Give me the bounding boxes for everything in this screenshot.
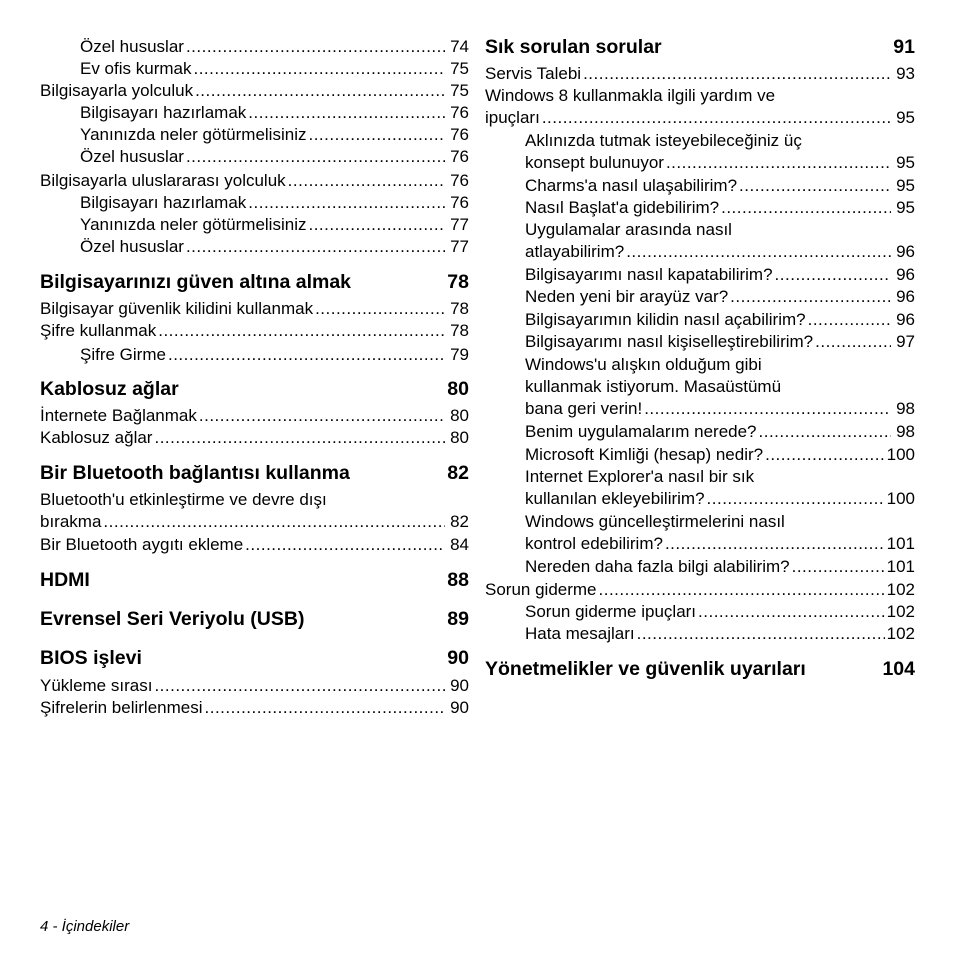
toc-page-number: 76 xyxy=(450,125,469,144)
toc-dot-leader xyxy=(707,488,885,510)
toc-page-number: 76 xyxy=(450,147,469,166)
toc-page-number: 100 xyxy=(886,489,915,508)
toc-entry xyxy=(525,466,915,510)
toc-entry-title: Bilgisayarı hazırlamak xyxy=(80,103,247,122)
toc-page-number: 95 xyxy=(896,108,915,127)
toc-section-heading xyxy=(40,607,469,631)
toc-page-number: 91 xyxy=(893,36,915,58)
toc-dot-leader xyxy=(308,214,445,236)
toc-entry-title: Bilgisayarı hazırlamak xyxy=(80,193,247,212)
toc-entry-title: bırakma xyxy=(40,512,102,531)
toc-entry-title: Özel hususlar xyxy=(80,237,184,256)
toc-page-number: 78 xyxy=(450,299,469,318)
toc-entry-title: Şifre Girme xyxy=(80,345,166,364)
toc-entry-title: Nereden daha fazla bilgi alabilirim? xyxy=(525,557,790,576)
toc-dot-leader xyxy=(248,102,445,124)
toc-entry-title: konsept bulunuyor xyxy=(525,153,664,172)
toc-entry-title-line: Aklınızda tutmak isteyebileceğiniz üç xyxy=(525,131,802,150)
toc-entry xyxy=(40,534,469,556)
toc-dot-leader xyxy=(599,579,885,601)
toc-dot-leader xyxy=(186,146,445,168)
toc-entry xyxy=(40,320,469,342)
toc-page-number: 84 xyxy=(450,535,469,554)
toc-page-number: 82 xyxy=(447,462,469,484)
toc-entry xyxy=(80,102,469,124)
toc-page-number: 80 xyxy=(450,406,469,425)
toc-dot-leader xyxy=(542,107,891,129)
toc-page-number: 101 xyxy=(886,557,915,576)
toc-page-number: 96 xyxy=(896,310,915,329)
toc-entry-title: Servis Talebi xyxy=(485,64,582,83)
toc-entry-title-line: Bluetooth'u etkinleştirme ve devre dışı xyxy=(40,490,327,509)
toc-page-number: 76 xyxy=(450,103,469,122)
toc-entry-title: ipuçları xyxy=(485,108,540,127)
toc-entry-title: Hata mesajları xyxy=(525,624,635,643)
toc-page-number: 90 xyxy=(450,676,469,695)
toc-entry xyxy=(485,63,915,85)
toc-entry xyxy=(525,331,915,353)
toc-entry xyxy=(525,421,915,443)
toc-entry xyxy=(525,286,915,308)
toc-page-number: 75 xyxy=(450,81,469,100)
toc-entry xyxy=(525,601,915,623)
toc-dot-leader xyxy=(193,58,445,80)
toc-entry-title: HDMI xyxy=(40,569,90,591)
toc-entry-title: Evrensel Seri Veriyolu (USB) xyxy=(40,608,305,630)
toc-entry-title-line: Internet Explorer'a nasıl bir sık xyxy=(525,467,755,486)
toc-entry-title: Kablosuz ağlar xyxy=(40,378,179,400)
toc-entry-title: Kablosuz ağlar xyxy=(40,428,153,447)
toc-entry xyxy=(525,309,915,331)
toc-page-number: 96 xyxy=(896,287,915,306)
toc-dot-leader xyxy=(792,556,885,578)
toc-entry-title-line: Windows 8 kullanmakla ilgili yardım ve xyxy=(485,86,776,105)
toc-dot-leader xyxy=(808,309,891,331)
toc-entry-title: atlayabilirim? xyxy=(525,242,625,261)
toc-page-number: 75 xyxy=(450,59,469,78)
toc-entry-title: Yükleme sırası xyxy=(40,676,153,695)
toc-entry xyxy=(40,80,469,102)
toc-entry xyxy=(80,36,469,58)
toc-section-heading xyxy=(40,461,469,485)
toc-dot-leader xyxy=(308,124,445,146)
toc-page-number: 80 xyxy=(447,378,469,400)
toc-entry-title: Şifrelerin belirlenmesi xyxy=(40,698,203,717)
toc-dot-leader xyxy=(158,320,445,342)
toc-entry-title: Neden yeni bir arayüz var? xyxy=(525,287,729,306)
toc-page-number: 74 xyxy=(450,37,469,56)
toc-page-number: 98 xyxy=(896,399,915,418)
toc-dot-leader xyxy=(730,286,891,308)
toc-dot-leader xyxy=(168,344,445,366)
toc-entry xyxy=(40,697,469,719)
toc-dot-leader xyxy=(288,170,445,192)
toc-entry xyxy=(525,511,915,555)
toc-section-heading xyxy=(485,657,915,681)
toc-entry xyxy=(525,444,915,466)
toc-page-number: 78 xyxy=(447,271,469,293)
toc-entry-title-line: Uygulamalar arasında nasıl xyxy=(525,220,732,239)
toc-entry-title: Bilgisayarla yolculuk xyxy=(40,81,194,100)
toc-page-number: 76 xyxy=(450,193,469,212)
toc-entry xyxy=(40,427,469,449)
toc-entry xyxy=(80,146,469,168)
toc-page-number: 96 xyxy=(896,242,915,261)
toc-page-number: 80 xyxy=(450,428,469,447)
toc-dot-leader xyxy=(739,175,891,197)
toc-entry xyxy=(40,675,469,697)
toc-page-number: 104 xyxy=(882,658,915,680)
toc-dot-leader xyxy=(637,623,885,645)
toc-section-heading xyxy=(40,377,469,401)
toc-dot-leader xyxy=(245,534,445,556)
toc-page-number: 88 xyxy=(447,569,469,591)
toc-entry xyxy=(80,214,469,236)
toc-entry-title: kontrol edebilirim? xyxy=(525,534,663,553)
toc-entry-title: Özel hususlar xyxy=(80,147,184,166)
toc-entry xyxy=(40,298,469,320)
toc-entry xyxy=(525,130,915,174)
toc-entry-title: Sorun giderme ipuçları xyxy=(525,602,697,621)
toc-dot-leader xyxy=(626,241,891,263)
toc-entry-title: Benim uygulamalarım nerede? xyxy=(525,422,757,441)
toc-dot-leader xyxy=(665,533,885,555)
toc-entry xyxy=(525,623,915,645)
toc-entry-title: kullanılan ekleyebilirim? xyxy=(525,489,705,508)
toc-page-number: 101 xyxy=(886,534,915,553)
toc-section-heading xyxy=(40,568,469,592)
toc-entry-title-line: kullanmak istiyorum. Masaüstümü xyxy=(525,377,782,396)
toc-dot-leader xyxy=(186,236,445,258)
toc-page-number: 76 xyxy=(450,171,469,190)
toc-page-number: 97 xyxy=(896,332,915,351)
toc-entry-title: Yanınızda neler götürmelisiniz xyxy=(80,125,307,144)
toc-page-number: 77 xyxy=(450,237,469,256)
toc-dot-leader xyxy=(583,63,891,85)
toc-entry-title: Ev ofis kurmak xyxy=(80,59,192,78)
toc-page-number: 77 xyxy=(450,215,469,234)
toc-entry-title: Bir Bluetooth bağlantısı kullanma xyxy=(40,462,350,484)
toc-dot-leader xyxy=(205,697,445,719)
toc-entry-title: Bilgisayarımı nasıl kapatabilirim? xyxy=(525,265,773,284)
toc-dot-leader xyxy=(775,264,891,286)
toc-entry-title: Bilgisayarımın kilidin nasıl açabilirim? xyxy=(525,310,806,329)
toc-entry xyxy=(485,85,915,129)
toc-dot-leader xyxy=(644,398,891,420)
toc-section-heading xyxy=(40,646,469,670)
toc-page-number: 90 xyxy=(450,698,469,717)
toc-dot-leader xyxy=(248,192,445,214)
toc-dot-leader xyxy=(186,36,445,58)
toc-page-number: 90 xyxy=(447,647,469,669)
toc-dot-leader xyxy=(103,511,445,533)
toc-entry-title: Nasıl Başlat'a gidebilirim? xyxy=(525,198,720,217)
toc-entry-title: Yönetmelikler ve güvenlik uyarıları xyxy=(485,658,806,680)
toc-entry xyxy=(525,556,915,578)
toc-dot-leader xyxy=(815,331,891,353)
toc-entry xyxy=(80,124,469,146)
toc-entry-title: BIOS işlevi xyxy=(40,647,142,669)
toc-entry xyxy=(525,264,915,286)
toc-dot-leader xyxy=(765,444,885,466)
toc-entry xyxy=(80,236,469,258)
toc-page-number: 98 xyxy=(896,422,915,441)
toc-dot-leader xyxy=(195,80,445,102)
toc-dot-leader xyxy=(154,427,445,449)
toc-dot-leader xyxy=(199,405,445,427)
toc-entry xyxy=(525,197,915,219)
toc-entry xyxy=(40,170,469,192)
toc-entry-title: Bir Bluetooth aygıtı ekleme xyxy=(40,535,244,554)
toc-page-number: 102 xyxy=(886,602,915,621)
toc-entry-title: Bilgisayar güvenlik kilidini kullanmak xyxy=(40,299,314,318)
toc-page-number: 95 xyxy=(896,176,915,195)
toc-dot-leader xyxy=(666,152,891,174)
toc-dot-leader xyxy=(698,601,885,623)
toc-entry xyxy=(80,58,469,80)
toc-entry-title: Microsoft Kimliği (hesap) nedir? xyxy=(525,445,764,464)
toc-entry-title-line: Windows güncelleştirmelerini nasıl xyxy=(525,512,785,531)
toc-entry xyxy=(40,405,469,427)
toc-dot-leader xyxy=(154,675,445,697)
toc-entry-title: Sorun giderme xyxy=(485,580,597,599)
toc-page-number: 95 xyxy=(896,153,915,172)
toc-dot-leader xyxy=(315,298,445,320)
toc-page-number: 89 xyxy=(447,608,469,630)
toc-entry-title: Bilgisayarınızı güven altına almak xyxy=(40,271,352,293)
toc-entry xyxy=(525,175,915,197)
toc-entry-title-line: Windows'u alışkın olduğum gibi xyxy=(525,355,762,374)
page-footer: 4 - İçindekiler xyxy=(40,918,130,935)
toc-entry xyxy=(80,192,469,214)
toc-page-number: 78 xyxy=(450,321,469,340)
toc-page-number: 102 xyxy=(886,624,915,643)
toc-section-heading xyxy=(40,270,469,294)
toc-page-number: 79 xyxy=(450,345,469,364)
toc-page-number: 102 xyxy=(886,580,915,599)
toc-page-number: 82 xyxy=(450,512,469,531)
toc-entry-title: bana geri verin! xyxy=(525,399,643,418)
toc-dot-leader xyxy=(759,421,891,443)
toc-entry-title: Özel hususlar xyxy=(80,37,184,56)
toc-entry-title: Sık sorulan sorular xyxy=(485,36,662,58)
toc-entry xyxy=(525,354,915,420)
toc-page-number: 96 xyxy=(896,265,915,284)
toc-page-number: 95 xyxy=(896,198,915,217)
toc-entry-title: Yanınızda neler götürmelisiniz xyxy=(80,215,307,234)
toc-entry-title: Bilgisayarla uluslararası yolculuk xyxy=(40,171,286,190)
toc-entry xyxy=(485,579,915,601)
toc-entry-title: İnternete Bağlanmak xyxy=(40,406,197,425)
toc-dot-leader xyxy=(721,197,891,219)
toc-entry-title: Bilgisayarımı nasıl kişiselleştirebilirim? xyxy=(525,332,814,351)
toc-entry-title: Charms'a nasıl ulaşabilirim? xyxy=(525,176,738,195)
toc-entry-title: Şifre kullanmak xyxy=(40,321,157,340)
toc-page-number: 100 xyxy=(886,445,915,464)
toc-entry xyxy=(525,219,915,263)
toc-entry xyxy=(40,489,469,533)
toc-page-number: 93 xyxy=(896,64,915,83)
toc-entry xyxy=(80,344,469,366)
toc-section-heading xyxy=(485,35,915,59)
